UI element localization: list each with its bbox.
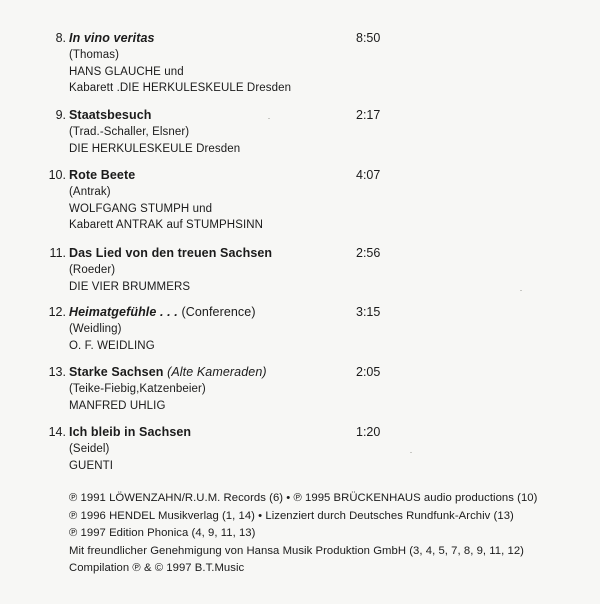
track-duration: 1:20	[356, 425, 381, 439]
track-duration: 2:56	[356, 246, 381, 260]
credit-line: Compilation ℗ & © 1997 B.T.Music	[69, 562, 245, 575]
track-performer: HANS GLAUCHE und	[69, 65, 184, 78]
paper-speck	[410, 452, 412, 453]
track-title-line	[69, 245, 349, 262]
credit-line: ℗ 1991 LÖWENZAHN/R.U.M. Records (6) • ℗ 1995 BRÜCKENHAUS audio productions (10)	[69, 492, 538, 504]
track-number: 14.	[48, 425, 66, 439]
track-title-line	[69, 364, 349, 381]
track-performer: GUENTI	[69, 459, 114, 472]
track-performer: WOLFGANG STUMPH und	[69, 202, 213, 215]
track-duration: 8:50	[356, 31, 381, 45]
track-performer: MANFRED UHLIG	[69, 399, 166, 412]
paper-speck	[268, 118, 270, 119]
track-title-suffix: (Conference)	[177, 305, 256, 319]
track-details	[69, 107, 349, 157]
track-title: Starke Sachsen	[69, 365, 164, 379]
track-number: 10.	[48, 168, 66, 182]
track-number: 8.	[55, 31, 66, 45]
track-details	[69, 30, 349, 97]
track-title: Ich bleib in Sachsen	[69, 425, 192, 439]
track-title-line	[69, 167, 349, 184]
track-details	[69, 245, 349, 295]
track-title-line	[69, 304, 349, 321]
track-duration: 4:07	[356, 168, 381, 182]
credit-line: Mit freundlicher Genehmigung von Hansa Musik Produktion GmbH (3, 4, 5, 7, 8, 9, 11, 12)	[69, 544, 524, 557]
track-composer: (Trad.-Schaller, Elsner)	[69, 126, 190, 138]
track-title: Rote Beete	[69, 168, 136, 182]
track-duration: 2:17	[356, 108, 381, 122]
credits-block	[69, 490, 589, 578]
track-composer: (Roeder)	[69, 264, 116, 276]
track-performer: Kabarett ANTRAK auf STUMPHSINN	[69, 219, 264, 232]
track-details	[69, 304, 349, 354]
credit-line: ℗ 1996 HENDEL Musikverlag (1, 14) • Lizenziert durch Deutsches Rundfunk-Archiv (13)	[69, 509, 514, 522]
track-title: Das Lied von den treuen Sachsen	[69, 246, 273, 260]
track-composer: (Seidel)	[69, 443, 110, 455]
track-performer: Kabarett .DIE HERKULESKEULE Dresden	[69, 82, 292, 95]
track-composer: (Teike-Fiebig,Katzenbeier)	[69, 383, 206, 395]
track-title-suffix: (Alte Kameraden)	[163, 365, 267, 379]
track-composer: (Antrak)	[69, 186, 111, 198]
track-details	[69, 364, 349, 414]
track-title-line	[69, 107, 349, 124]
track-number: 12.	[48, 305, 66, 319]
paper-speck	[520, 290, 522, 291]
track-number: 13.	[48, 365, 66, 379]
credit-line: ℗ 1997 Edition Phonica (4, 9, 11, 13)	[69, 527, 256, 540]
track-performer: DIE HERKULESKEULE Dresden	[69, 142, 241, 155]
track-duration: 2:05	[356, 365, 381, 379]
track-composer: (Weidling)	[69, 323, 122, 335]
track-details	[69, 167, 349, 234]
track-performer: O. F. WEIDLING	[69, 339, 155, 352]
track-performer: DIE VIER BRUMMERS	[69, 280, 191, 293]
track-number: 9.	[55, 108, 66, 122]
track-composer: (Thomas)	[69, 49, 120, 61]
track-title-line	[69, 30, 349, 47]
track-title-line	[69, 424, 349, 441]
track-details	[69, 424, 349, 474]
track-title: In vino veritas	[69, 31, 155, 45]
track-duration: 3:15	[356, 305, 381, 319]
track-number: 11.	[49, 246, 66, 260]
track-title: Heimatgefühle . . .	[69, 305, 178, 319]
track-title: Staatsbesuch	[69, 108, 152, 122]
